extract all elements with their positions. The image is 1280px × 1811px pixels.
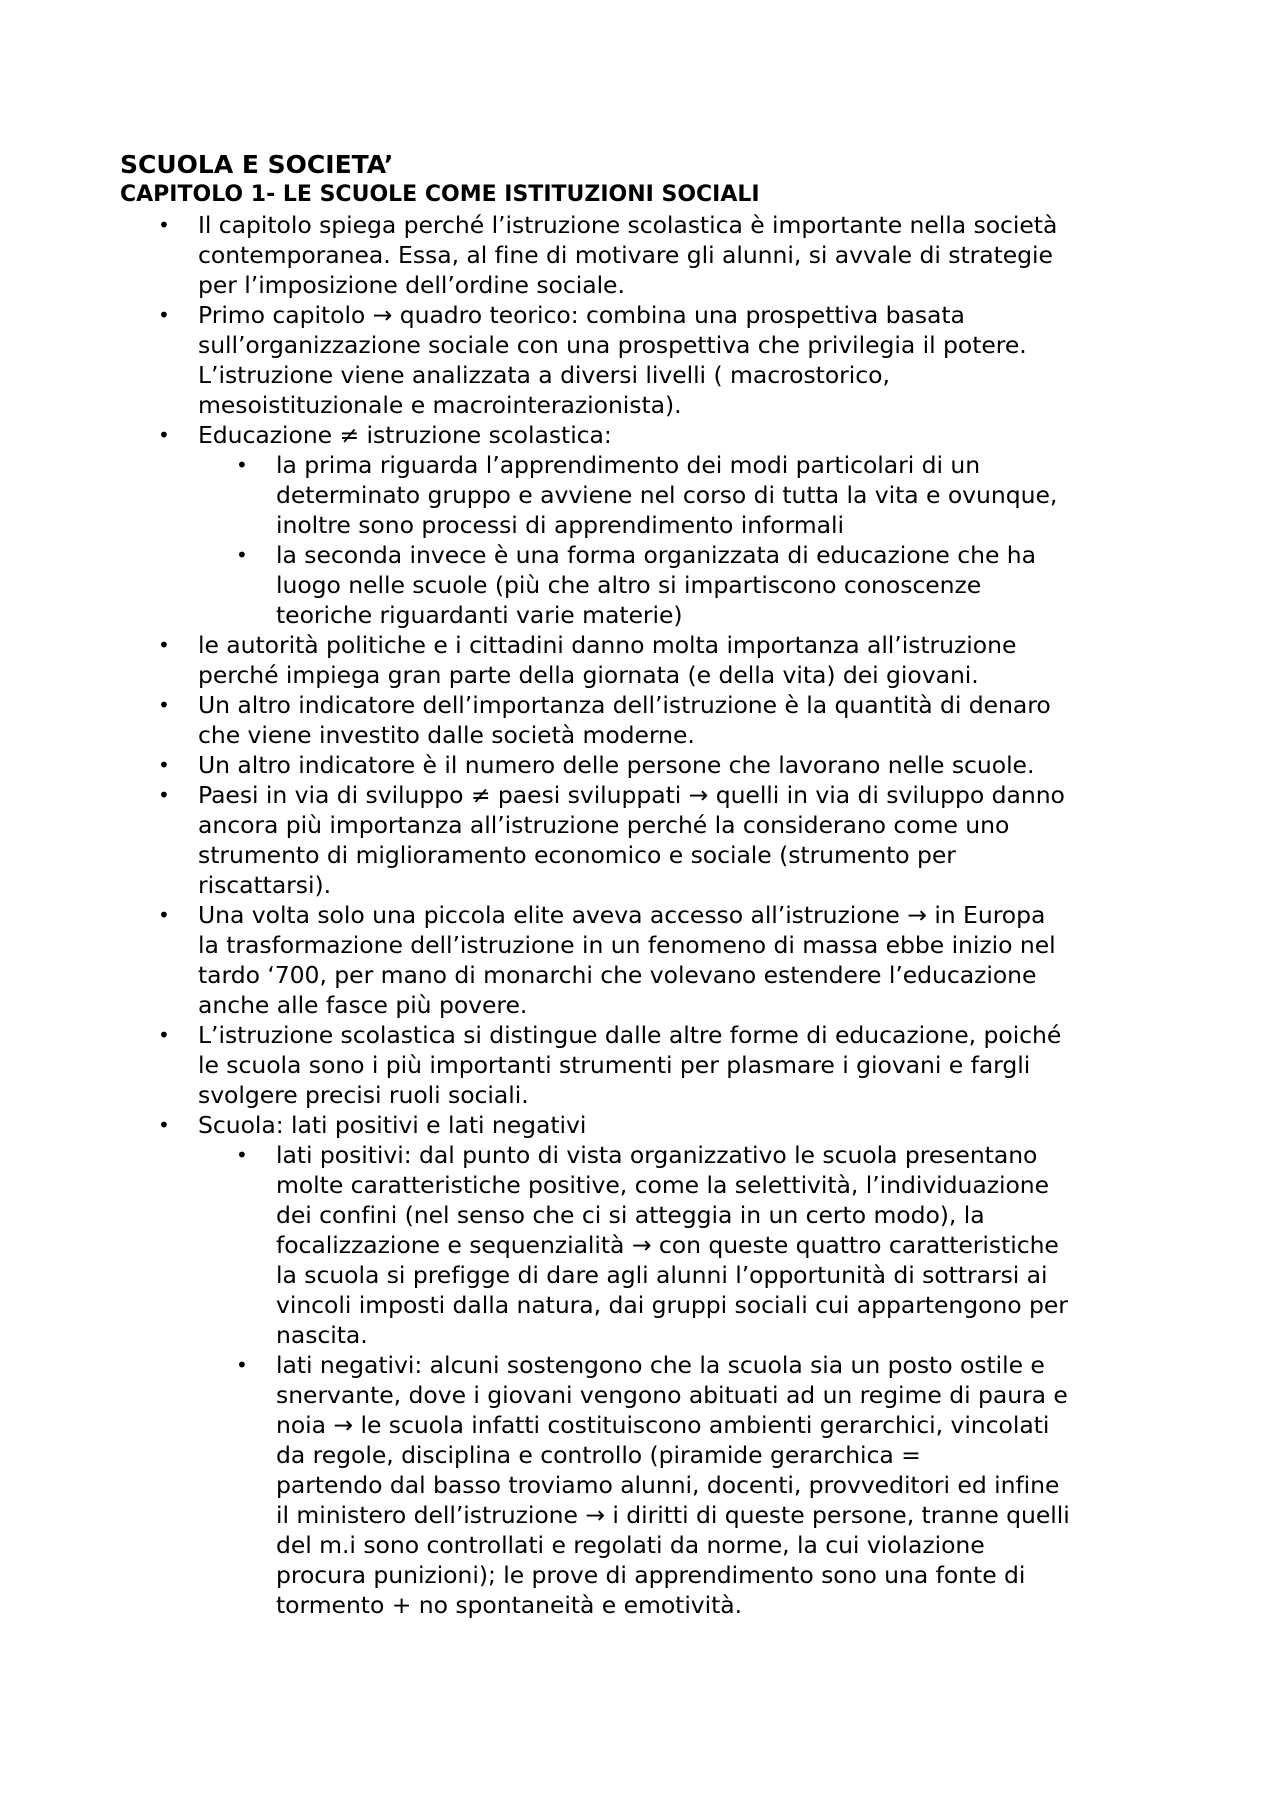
text-line: del m.i sono controllati e regolati da norme, la cui violazione — [276, 1531, 985, 1559]
text-line: L’istruzione viene analizzata a diversi livelli ( macrostorico, — [198, 361, 890, 389]
list-item — [120, 420, 1180, 630]
text-line: le autorità politiche e i cittadini danno molta importanza all’istruzione — [198, 631, 1017, 659]
text-line: vincoli imposti dalla natura, dai gruppi sociali cui appartengono per — [276, 1291, 1068, 1319]
list-item — [120, 630, 1180, 690]
bullet-icon: • — [158, 1023, 170, 1047]
text-line: le scuola sono i più importanti strumenti per plasmare i giovani e fargli — [198, 1051, 1031, 1079]
bullet-icon: • — [158, 213, 170, 237]
text-line: Educazione ≠ istruzione scolastica: — [198, 421, 612, 449]
list-item — [120, 210, 1180, 300]
text-line: la prima riguarda l’apprendimento dei modi particolari di un — [276, 451, 981, 479]
list-item — [120, 1110, 1180, 1620]
text-line: molte caratteristiche positive, come la selettività, l’individuazione — [276, 1171, 1050, 1199]
bullet-icon: • — [158, 303, 170, 327]
list-item — [120, 1020, 1180, 1110]
bullet-list — [120, 210, 1180, 1620]
list-item — [120, 300, 1180, 420]
text-line: il ministero dell’istruzione → i diritti di queste persone, tranne quelli — [276, 1501, 1070, 1529]
sub-bullet-list — [198, 450, 1180, 630]
text-line: per l’imposizione dell’ordine sociale. — [198, 271, 625, 299]
bullet-icon: • — [158, 783, 170, 807]
text-line: Il capitolo spiega perché l’istruzione scolastica è importante nella società — [198, 211, 1058, 239]
text-line: strumento di miglioramento economico e sociale (strumento per — [198, 841, 956, 869]
list-item — [120, 690, 1180, 750]
text-line: focalizzazione e sequenzialità → con queste quattro caratteristiche — [276, 1231, 1059, 1259]
sub-bullet-list — [198, 1140, 1180, 1620]
sub-list-item — [198, 1140, 1180, 1350]
text-line: Scuola: lati positivi e lati negativi — [198, 1111, 587, 1139]
list-item — [120, 900, 1180, 1020]
text-line: Un altro indicatore è il numero delle persone che lavorano nelle scuole. — [198, 751, 1035, 779]
document-page — [120, 150, 1180, 1620]
text-line: partendo dal basso troviamo alunni, docenti, provveditori ed infine — [276, 1471, 1060, 1499]
text-line: tormento + no spontaneità e emotività. — [276, 1591, 743, 1619]
list-item — [120, 750, 1180, 780]
bullet-icon: • — [158, 903, 170, 927]
text-line: mesoistituzionale e macrointerazionista). — [198, 391, 682, 419]
text-line: nascita. — [276, 1321, 368, 1349]
bullet-icon: • — [236, 1353, 248, 1377]
chapter-heading: CAPITOLO 1- LE SCUOLE COME ISTITUZIONI SOCIALI — [120, 182, 760, 207]
text-line: dei confini (nel senso che ci si atteggia in un certo modo), la — [276, 1201, 985, 1229]
sub-list-item — [198, 540, 1180, 630]
sub-list-item — [198, 450, 1180, 540]
text-line: tardo ‘700, per mano di monarchi che volevano estendere l’educazione — [198, 961, 1037, 989]
bullet-icon: • — [236, 1143, 248, 1167]
sub-list-item — [198, 1350, 1180, 1620]
text-line: Primo capitolo → quadro teorico: combina una prospettiva basata — [198, 301, 965, 329]
bullet-icon: • — [158, 693, 170, 717]
text-line: la scuola si prefigge di dare agli alunni l’opportunità di sottrarsi ai — [276, 1261, 1048, 1289]
text-line: determinato gruppo e avviene nel corso di tutta la vita e ovunque, — [276, 481, 1058, 509]
text-line: teoriche riguardanti varie materie) — [276, 601, 683, 629]
text-line: da regole, disciplina e controllo (piramide gerarchica = — [276, 1441, 921, 1469]
bullet-icon: • — [236, 453, 248, 477]
text-line: L’istruzione scolastica si distingue dalle altre forme di educazione, poiché — [198, 1021, 1062, 1049]
text-line: luogo nelle scuole (più che altro si impartiscono conoscenze — [276, 571, 982, 599]
bullet-icon: • — [158, 753, 170, 777]
text-line: lati negativi: alcuni sostengono che la scuola sia un posto ostile e — [276, 1351, 1045, 1379]
text-line: svolgere precisi ruoli sociali. — [198, 1081, 529, 1109]
text-line: sull’organizzazione sociale con una prospettiva che privilegia il potere. — [198, 331, 1027, 359]
text-line: perché impiega gran parte della giornata (e della vita) dei giovani. — [198, 661, 979, 689]
text-line: snervante, dove i giovani vengono abituati ad un regime di paura e — [276, 1381, 1068, 1409]
bullet-icon: • — [158, 633, 170, 657]
text-line: contemporanea. Essa, al fine di motivare gli alunni, si avvale di strategie — [198, 241, 1053, 269]
text-line: anche alle fasce più povere. — [198, 991, 528, 1019]
text-line: che viene investito dalle società moderne. — [198, 721, 695, 749]
text-line: la trasformazione dell’istruzione in un fenomeno di massa ebbe inizio nel — [198, 931, 1056, 959]
document-title: SCUOLA E SOCIETA’ — [120, 150, 394, 179]
text-line: inoltre sono processi di apprendimento informali — [276, 511, 844, 539]
text-line: riscattarsi). — [198, 871, 332, 899]
bullet-icon: • — [158, 423, 170, 447]
text-line: la seconda invece è una forma organizzata di educazione che ha — [276, 541, 1036, 569]
text-line: ancora più importanza all’istruzione perché la considerano come uno — [198, 811, 1010, 839]
bullet-icon: • — [236, 543, 248, 567]
bullet-icon: • — [158, 1113, 170, 1137]
text-line: procura punizioni); le prove di apprendimento sono una fonte di — [276, 1561, 1026, 1589]
text-line: Una volta solo una piccola elite aveva accesso all’istruzione → in Europa — [198, 901, 1046, 929]
text-line: lati positivi: dal punto di vista organizzativo le scuola presentano — [276, 1141, 1038, 1169]
text-line: Un altro indicatore dell’importanza dell’istruzione è la quantità di denaro — [198, 691, 1051, 719]
text-line: noia → le scuola infatti costituiscono ambienti gerarchici, vincolati — [276, 1411, 1050, 1439]
list-item — [120, 780, 1180, 900]
text-line: Paesi in via di sviluppo ≠ paesi sviluppati → quelli in via di sviluppo danno — [198, 781, 1065, 809]
